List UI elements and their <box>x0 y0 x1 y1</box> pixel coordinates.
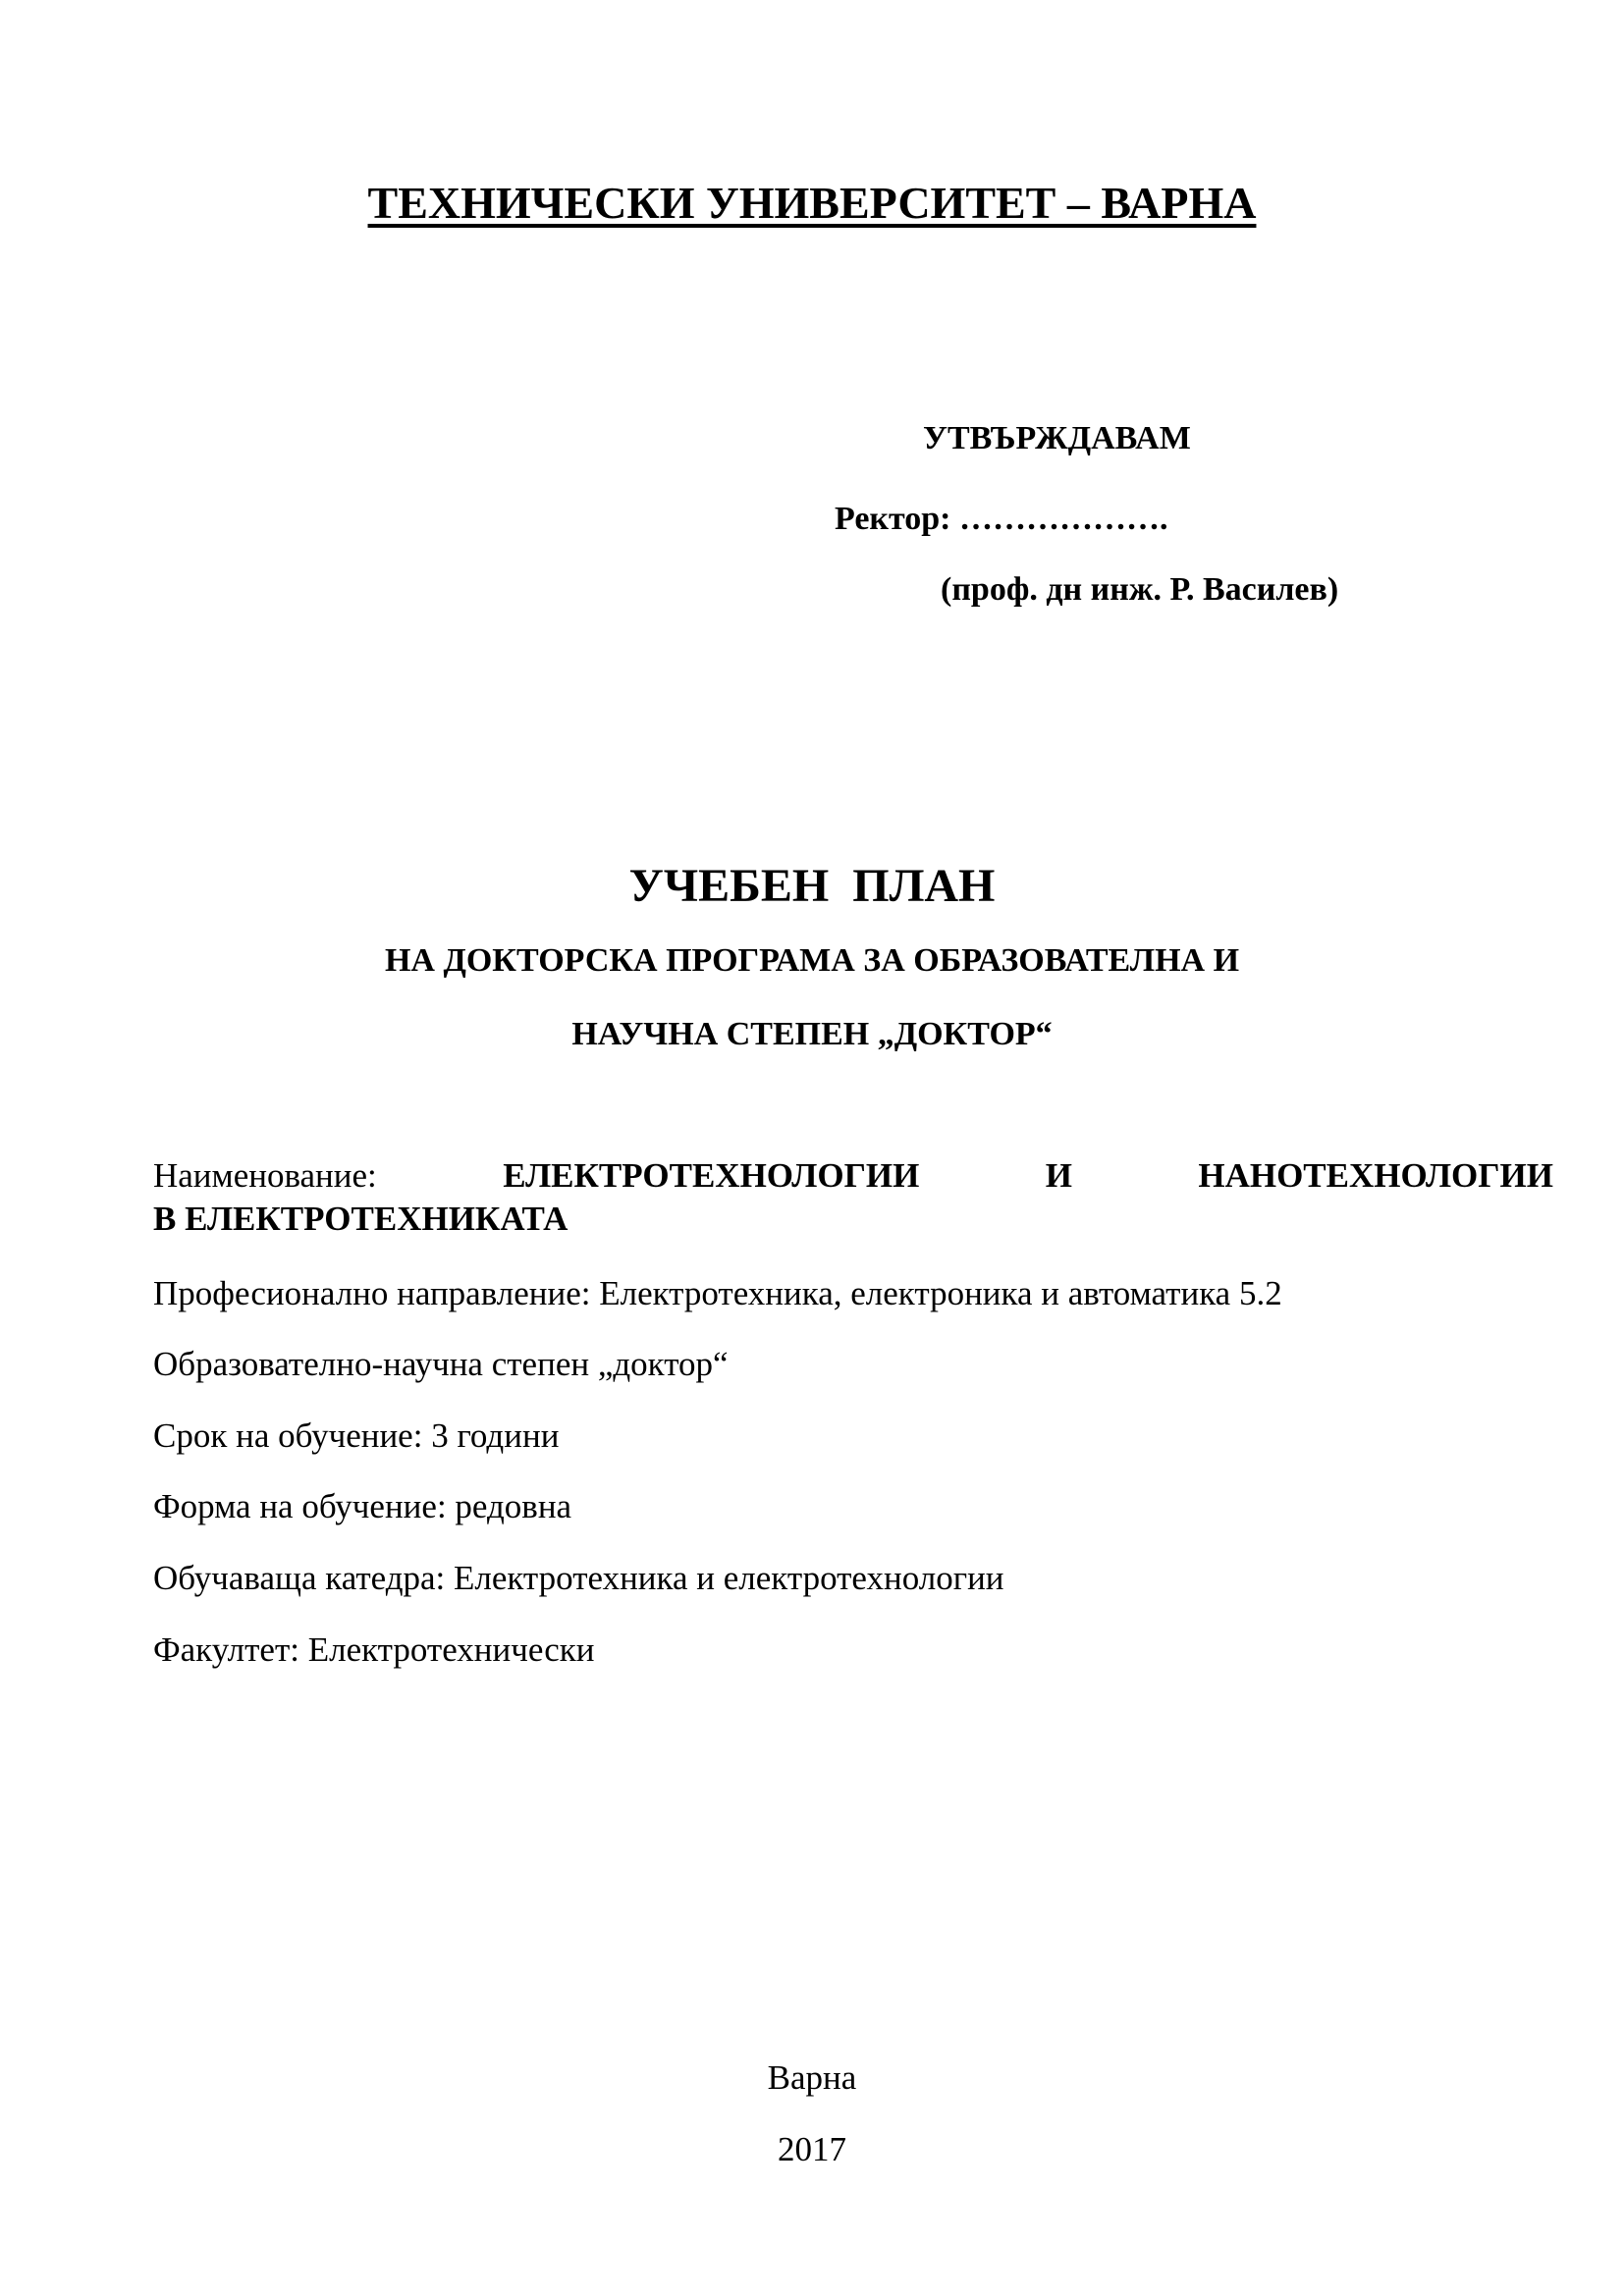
university-title: ТЕХНИЧЕСКИ УНИВЕРСИТЕТ – ВАРНА <box>367 178 1257 228</box>
plan-subtitle-line2: НАУЧНА СТЕПЕН „ДОКТОР“ <box>571 1016 1053 1052</box>
program-name-word: НАНОТЕХНОЛОГИИ <box>1198 1156 1553 1195</box>
plan-subtitle-line1: НА ДОКТОРСКА ПРОГРАМА ЗА ОБРАЗОВАТЕЛНА И <box>384 942 1240 979</box>
faculty: Факултет: Електротехнически <box>153 1630 595 1669</box>
rector-name: (проф. дн инж. Р. Василев) <box>941 571 1339 608</box>
approval-heading: УТВЪРЖДАВАМ <box>923 420 1191 456</box>
program-name-word: И <box>1045 1156 1072 1195</box>
program-name-label: Наименование: <box>153 1156 377 1195</box>
footer-year: 2017 <box>778 2130 846 2168</box>
program-name-line2: В ЕЛЕКТРОТЕХНИКАТА <box>153 1200 568 1238</box>
program-name-row <box>153 1156 1553 1196</box>
footer-city: Варна <box>767 2058 857 2097</box>
program-name-word: ЕЛЕКТРОТЕХНОЛОГИИ <box>503 1156 920 1195</box>
department: Обучаваща катедра: Електротехника и електротехнологии <box>153 1559 1004 1597</box>
study-form: Форма на обучение: редовна <box>153 1487 572 1525</box>
duration: Срок на обучение: 3 години <box>153 1416 560 1455</box>
rector-signature-line: Ректор: ………………. <box>835 501 1168 537</box>
professional-field: Професионално направление: Електротехника, електроника и автоматика 5.2 <box>153 1274 1282 1312</box>
degree: Образователно-научна степен „доктор“ <box>153 1345 729 1383</box>
plan-title: УЧЕБЕН ПЛАН <box>628 860 996 912</box>
